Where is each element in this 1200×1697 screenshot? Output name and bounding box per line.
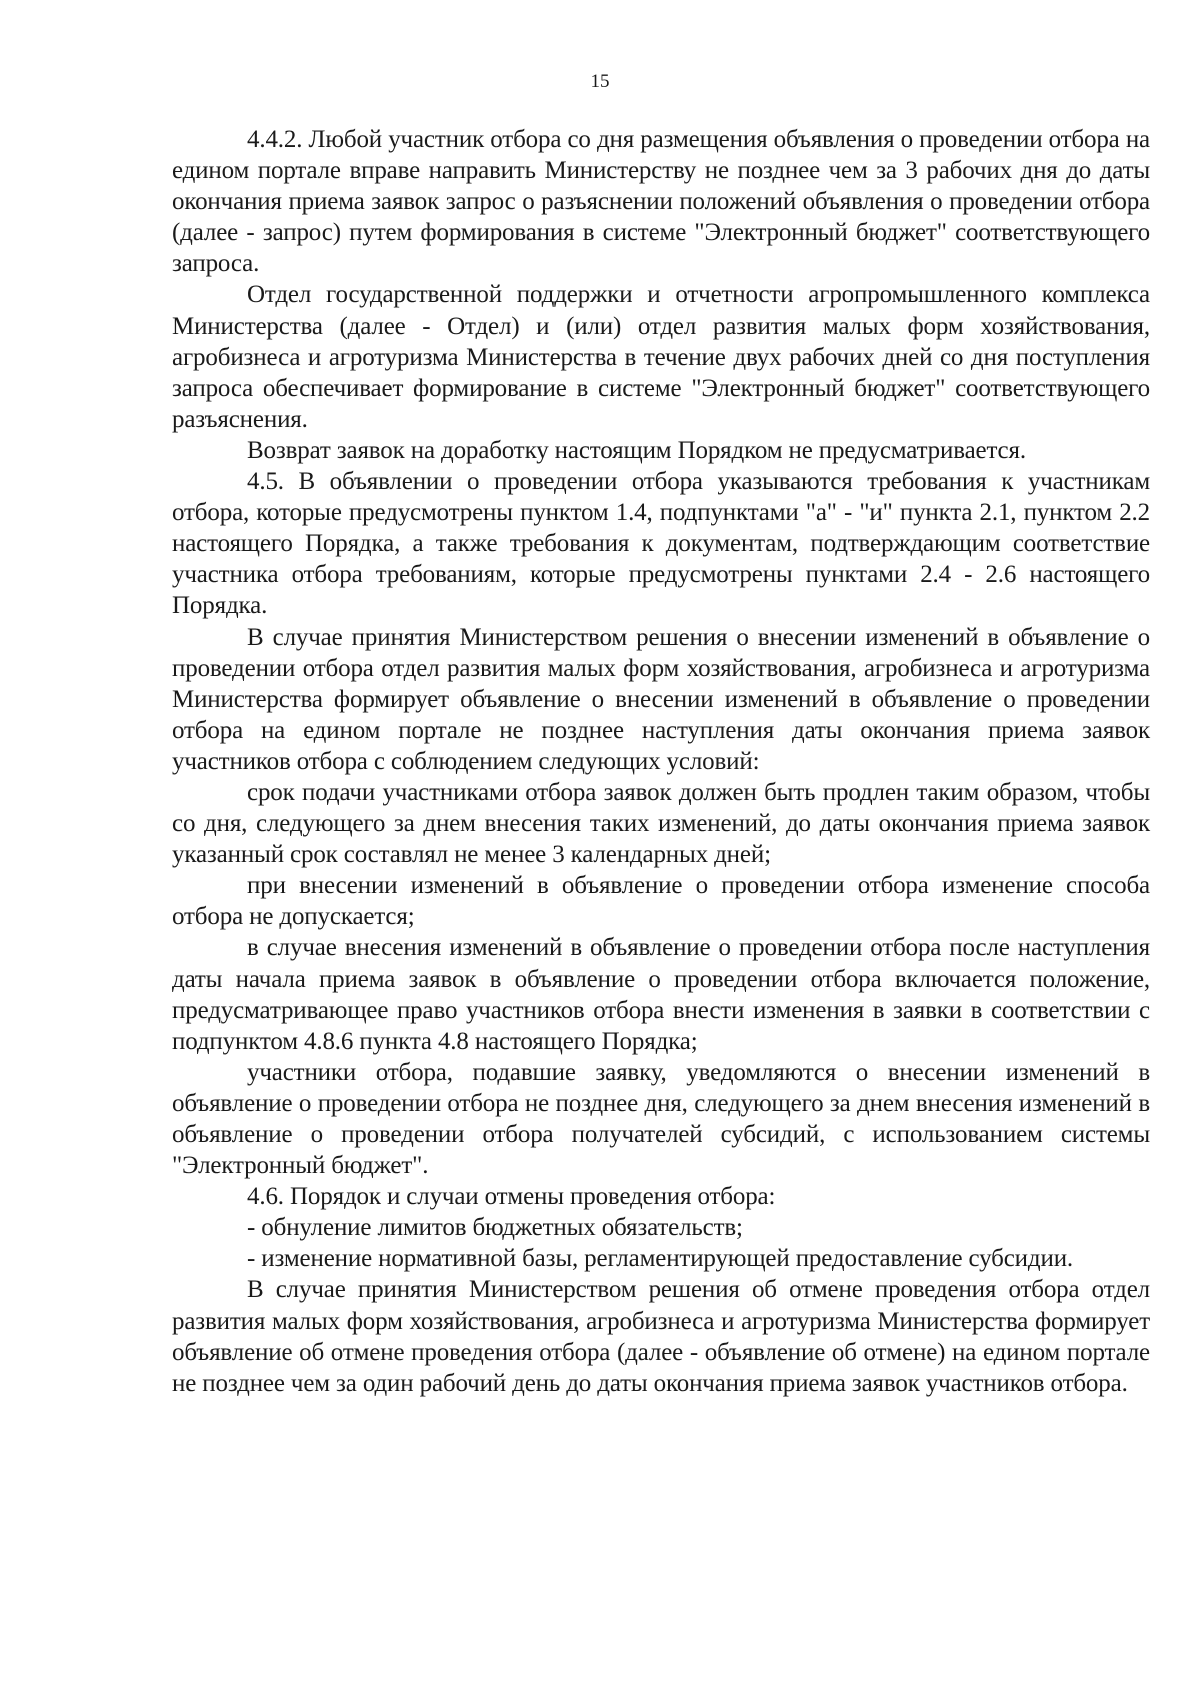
paragraph-regulatory-change: - изменение нормативной базы, регламентирующей предоставление субсидии. <box>247 1245 1074 1273</box>
paragraph-4-6: 4.6. Порядок и случаи отмены проведения отбора: <box>247 1183 776 1211</box>
paragraph-cancellation-announcement: В случае принятия Министерством решения об отмене проведения отбора отдел развития малых форм хозяйствования, агробизнеса и агротуризма Министерства формирует объявление об отмене проведения отбора (далее - объявление об отмене) на едином портале не позднее чем за один рабочий день до даты окончания приема заявок участников отбора. <box>172 1276 1150 1397</box>
paragraph-deadline-extension: срок подачи участниками отбора заявок должен быть продлен таким образом, чтобы со дня, следующего за днем внесения таких изменений, до даты окончания приема заявок указанный срок составлял не менее 3 календарных дней; <box>172 778 1150 869</box>
paragraph-method-unchanged: при внесении изменений в объявление о проведении отбора изменение способа отбора не допускается; <box>172 872 1150 931</box>
paragraph-4-4-2: 4.4.2. Любой участник отбора со дня размещения объявления о проведении отбора на едином портале вправе направить Министерству не позднее чем за 3 рабочих дня до даты окончания приема заявок запрос о разъяснении положений объявления о проведении отбора (далее - запрос) путем формирования в системе "Электронный бюджет" соответствующего запроса. <box>172 126 1150 278</box>
paragraph-department-clarification: Отдел государственной поддержки и отчетности агропромышленного комплекса Министерства (далее - Отдел) и (или) отдел развития малых форм хозяйствования, агробизнеса и агротуризма Министерства в течение двух рабочих дней со дня поступления запроса обеспечивает формирование в системе "Электронный бюджет" соответствующего разъяснения. <box>172 281 1150 433</box>
paragraph-no-return-of-applications: Возврат заявок на доработку настоящим Порядком не предусматривается. <box>247 436 1026 464</box>
page-number: 15 <box>590 71 610 92</box>
paragraph-right-to-amend-applications: в случае внесения изменений в объявление о проведении отбора после наступления даты начала приема заявок в объявление о проведении отбора включается положение, предусматривающее право участников отбора внести изменения в заявки в соответствии с подпунктом 4.8.6 пункта 4.8 настоящего Порядка; <box>172 934 1150 1055</box>
paragraph-participant-notification: участники отбора, подавшие заявку, уведомляются о внесении изменений в объявление о проведении отбора не позднее дня, следующего за днем внесения изменений в объявление о проведении отбора получателей субсидий, с использованием системы "Электронный бюджет". <box>172 1058 1150 1180</box>
document-body <box>172 124 1150 1399</box>
paragraph-amendment-decision: В случае принятия Министерством решения о внесении изменений в объявление о проведении отбора отдел развития малых форм хозяйствования, агробизнеса и агротуризма Министерства формирует объявление о внесении изменений в объявление о проведении отбора на едином портале не позднее наступления даты окончания приема заявок участников отбора с соблюдением следующих условий: <box>172 623 1150 775</box>
paragraph-limits-nullification: - обнуление лимитов бюджетных обязательств; <box>247 1214 743 1242</box>
paragraph-4-5: 4.5. В объявлении о проведении отбора указываются требования к участникам отбора, которые предусмотрены пунктом 1.4, подпунктами "а" - "и" пункта 2.1, пунктом 2.2 настоящего Порядка, а также требования к документам, подтверждающим соответствие участника отбора требованиям, которые предусмотрены пунктами 2.4 - 2.6 настоящего Порядка. <box>172 468 1150 620</box>
